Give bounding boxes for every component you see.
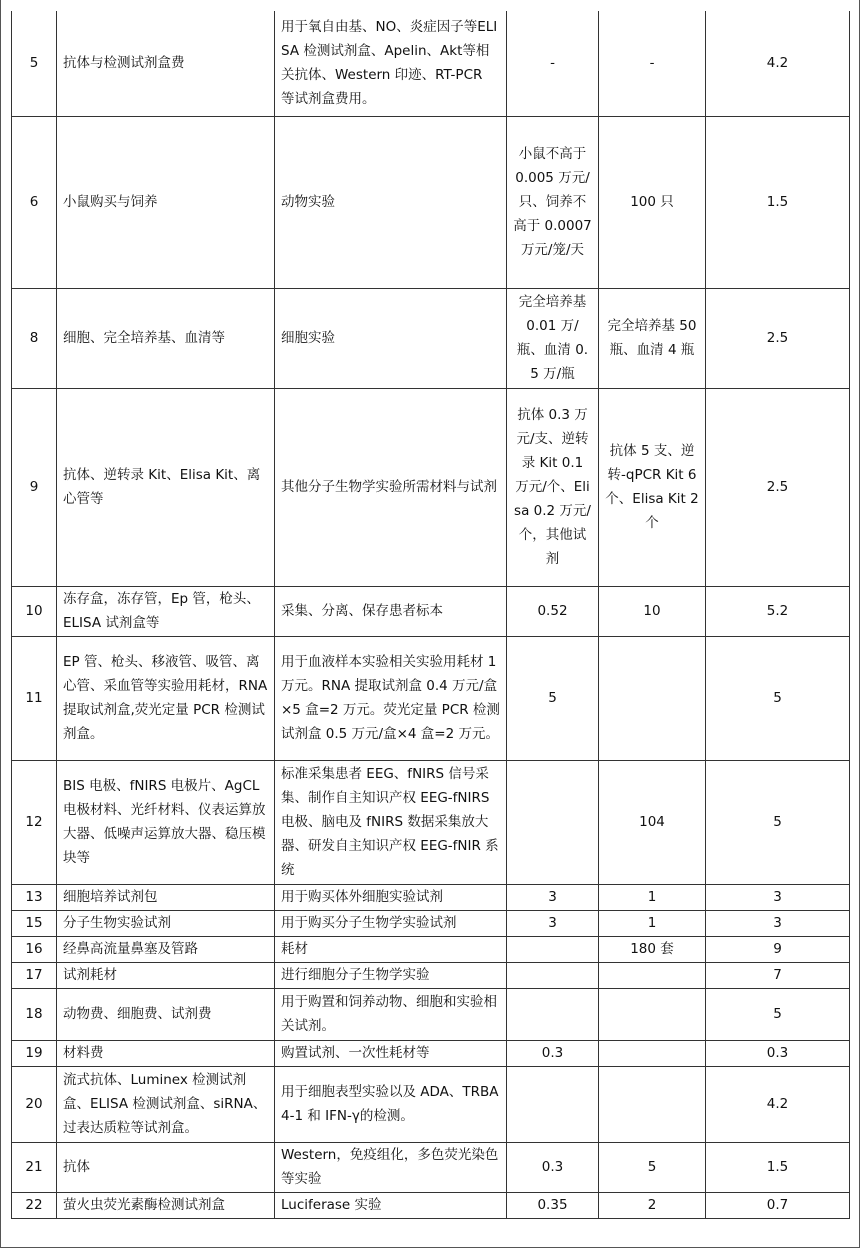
amount-cell: 7 [706, 962, 850, 988]
amount-cell: 0.3 [706, 1040, 850, 1066]
amount-cell: 5.2 [706, 586, 850, 636]
row-index: 21 [12, 1142, 57, 1192]
table-row [12, 988, 850, 1040]
quantity-cell: 1 [599, 910, 706, 936]
unit-price-cell: 0.35 [507, 1192, 599, 1218]
row-index: 17 [12, 962, 57, 988]
item-cell: 材料费 [57, 1040, 275, 1066]
quantity-cell: 180 套 [599, 936, 706, 962]
item-cell: 细胞培养试剂包 [57, 884, 275, 910]
unit-price-cell: 3 [507, 884, 599, 910]
purpose-cell: 用于购买体外细胞实验试剂 [275, 884, 507, 910]
unit-price-cell [507, 962, 599, 988]
table-row [12, 1142, 850, 1192]
amount-cell: 3 [706, 910, 850, 936]
purpose-cell: 用于购置和饲养动物、细胞和实验相关试剂。 [275, 988, 507, 1040]
purpose-cell: Western，免疫组化，多色荧光染色等实验 [275, 1142, 507, 1192]
quantity-cell: 10 [599, 586, 706, 636]
purpose-cell: 耗材 [275, 936, 507, 962]
amount-cell: 4.2 [706, 11, 850, 116]
table-row [12, 288, 850, 388]
purpose-cell: 进行细胞分子生物学实验 [275, 962, 507, 988]
table-row [12, 388, 850, 586]
item-cell: 流式抗体、Luminex 检测试剂盒、ELISA 检测试剂盒、siRNA、过表达质粒等试剂盒。 [57, 1066, 275, 1142]
amount-cell: 1.5 [706, 1142, 850, 1192]
row-index: 6 [12, 116, 57, 288]
purpose-cell: 采集、分离、保存患者标本 [275, 586, 507, 636]
table-row [12, 11, 850, 116]
amount-cell: 0.7 [706, 1192, 850, 1218]
row-index: 10 [12, 586, 57, 636]
unit-price-cell [507, 988, 599, 1040]
quantity-cell [599, 1066, 706, 1142]
table-row [12, 910, 850, 936]
amount-cell: 4.2 [706, 1066, 850, 1142]
amount-cell: 2.5 [706, 388, 850, 586]
row-index: 12 [12, 760, 57, 884]
budget-table [11, 11, 850, 1219]
table-row [12, 936, 850, 962]
purpose-cell: 用于血液样本实验相关实验用耗材 1 万元。RNA 提取试剂盒 0.4 万元/盒×5 盒=2 万元。荧光定量 PCR 检测试剂盒 0.5 万元/盒×4 盒=2 万元。 [275, 636, 507, 760]
row-index: 22 [12, 1192, 57, 1218]
item-cell: 萤火虫荧光素酶检测试剂盒 [57, 1192, 275, 1218]
budget-table-body [12, 11, 850, 1218]
unit-price-cell: 0.3 [507, 1040, 599, 1066]
unit-price-cell [507, 936, 599, 962]
row-index: 8 [12, 288, 57, 388]
purpose-cell: 用于细胞表型实验以及 ADA、TRBA4-1 和 IFN-γ的检测。 [275, 1066, 507, 1142]
table-row [12, 1192, 850, 1218]
quantity-cell: 1 [599, 884, 706, 910]
amount-cell: 1.5 [706, 116, 850, 288]
quantity-cell [599, 988, 706, 1040]
amount-cell: 5 [706, 760, 850, 884]
unit-price-cell: 小鼠不高于 0.005 万元/只、饲养不高于 0.0007 万元/笼/天 [507, 116, 599, 288]
purpose-cell: Luciferase 实验 [275, 1192, 507, 1218]
quantity-cell [599, 962, 706, 988]
item-cell: 抗体、逆转录 Kit、Elisa Kit、离心管等 [57, 388, 275, 586]
quantity-cell: 5 [599, 1142, 706, 1192]
unit-price-cell: 3 [507, 910, 599, 936]
quantity-cell [599, 1040, 706, 1066]
purpose-cell: 用于氧自由基、NO、炎症因子等ELISA 检测试剂盒、Apelin、Akt等相关抗体、Western 印迹、RT-PCR 等试剂盒费用。 [275, 11, 507, 116]
amount-cell: 5 [706, 636, 850, 760]
table-row [12, 586, 850, 636]
unit-price-cell: 抗体 0.3 万元/支、逆转录 Kit 0.1 万元/个、Elisa 0.2 万元/个，其他试剂 [507, 388, 599, 586]
unit-price-cell [507, 1066, 599, 1142]
item-cell: 小鼠购买与饲养 [57, 116, 275, 288]
item-cell: 抗体与检测试剂盒费 [57, 11, 275, 116]
purpose-cell: 其他分子生物学实验所需材料与试剂 [275, 388, 507, 586]
quantity-cell [599, 636, 706, 760]
unit-price-cell: 0.52 [507, 586, 599, 636]
row-index: 15 [12, 910, 57, 936]
item-cell: 细胞、完全培养基、血清等 [57, 288, 275, 388]
purpose-cell: 购置试剂、一次性耗材等 [275, 1040, 507, 1066]
unit-price-cell: 0.3 [507, 1142, 599, 1192]
table-row [12, 1040, 850, 1066]
table-row [12, 636, 850, 760]
item-cell: 分子生物实验试剂 [57, 910, 275, 936]
unit-price-cell [507, 760, 599, 884]
quantity-cell: 抗体 5 支、逆转-qPCR Kit 6 个、Elisa Kit 2 个 [599, 388, 706, 586]
quantity-cell: - [599, 11, 706, 116]
purpose-cell: 细胞实验 [275, 288, 507, 388]
row-index: 5 [12, 11, 57, 116]
table-row [12, 760, 850, 884]
item-cell: 试剂耗材 [57, 962, 275, 988]
unit-price-cell: 完全培养基 0.01 万/瓶、血清 0.5 万/瓶 [507, 288, 599, 388]
unit-price-cell: 5 [507, 636, 599, 760]
item-cell: EP 管、枪头、移液管、吸管、离心管、采血管等实验用耗材，RNA 提取试剂盒,荧光定量 PCR 检测试剂盒。 [57, 636, 275, 760]
row-index: 20 [12, 1066, 57, 1142]
table-row [12, 884, 850, 910]
purpose-cell: 标准采集患者 EEG、fNIRS 信号采集、制作自主知识产权 EEG-fNIRS 电极、脑电及 fNIRS 数据采集放大器、研发自主知识产权 EEG-fNIR 系统 [275, 760, 507, 884]
row-index: 18 [12, 988, 57, 1040]
quantity-cell: 完全培养基 50 瓶、血清 4 瓶 [599, 288, 706, 388]
row-index: 19 [12, 1040, 57, 1066]
quantity-cell: 104 [599, 760, 706, 884]
quantity-cell: 100 只 [599, 116, 706, 288]
table-row [12, 116, 850, 288]
amount-cell: 9 [706, 936, 850, 962]
item-cell: BIS 电极、fNIRS 电极片、AgCL 电极材料、光纤材料、仪表运算放大器、低噪声运算放大器、稳压模块等 [57, 760, 275, 884]
row-index: 16 [12, 936, 57, 962]
row-index: 9 [12, 388, 57, 586]
item-cell: 经鼻高流量鼻塞及管路 [57, 936, 275, 962]
unit-price-cell: - [507, 11, 599, 116]
item-cell: 抗体 [57, 1142, 275, 1192]
item-cell: 动物费、细胞费、试剂费 [57, 988, 275, 1040]
row-index: 11 [12, 636, 57, 760]
amount-cell: 5 [706, 988, 850, 1040]
purpose-cell: 动物实验 [275, 116, 507, 288]
quantity-cell: 2 [599, 1192, 706, 1218]
item-cell: 冻存盒，冻存管，Ep 管，枪头、ELISA 试剂盒等 [57, 586, 275, 636]
row-index: 13 [12, 884, 57, 910]
table-row [12, 962, 850, 988]
purpose-cell: 用于购买分子生物学实验试剂 [275, 910, 507, 936]
table-row [12, 1066, 850, 1142]
amount-cell: 2.5 [706, 288, 850, 388]
amount-cell: 3 [706, 884, 850, 910]
